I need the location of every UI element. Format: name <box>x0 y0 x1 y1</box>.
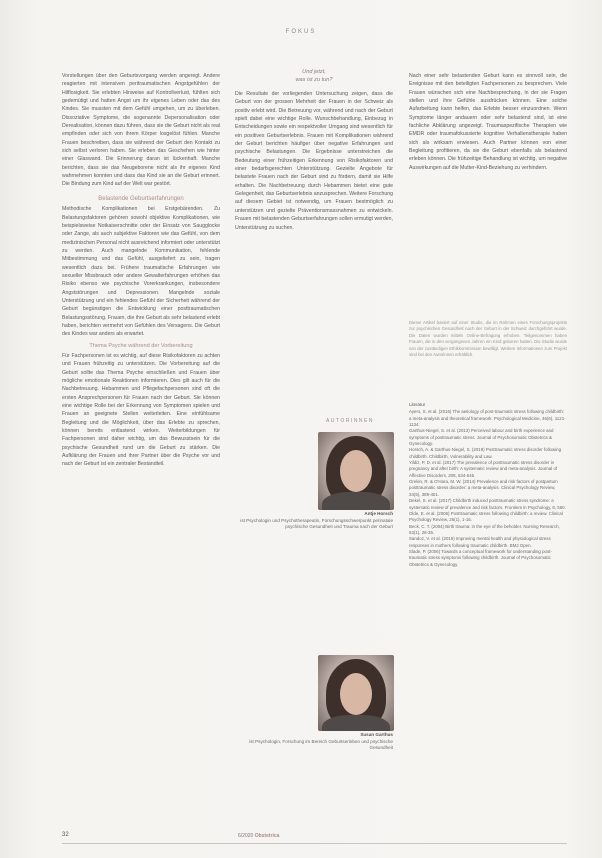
reference-item: Yildiz, P. D. et al. (2017) The prevalence of posttraumatic stress disorder in pregnancy and after birth: A systematic review and meta-analysis. Journal of Affective Disorders, 208, 634-645. <box>409 460 558 478</box>
column-3 <box>409 72 567 318</box>
col2-heading <box>235 68 393 84</box>
author-photo-2 <box>318 655 394 731</box>
issue-label: 6/2020 <box>238 833 254 839</box>
authors-label: AUTORINNEN <box>326 418 374 424</box>
author-role-1: ist Psychologin und Psychotherapeutin, Forschungsschwerpunkt perinatale psychische Gesundheit und Trauma nach der Geburt <box>240 517 393 530</box>
col3-paragraph-1: Nach einer sehr belastenden Geburt kann es sinnvoll sein, die Ereignisse mit den beteiligten Fachpersonen zu besprechen. Viele Frauen wünschen sich eine Nachbesprechung, in der sie Fragen stellen und ihre Gefühle ausdrücken können. Eine solche Aufarbeitung kann helfen, das Erlebte besser einzuordnen. Wenn Symptome länger andauern oder sehr belastend sind, ist eine fachliche Abklärung angezeigt. Traumaspezifische Therapien wie EMDR oder traumafokussierte kognitive Verhaltenstherapie haben sich als wirksam erwiesen. Auch Partner können von einer Begleitung profitieren, da sie die Geburt ebenfalls als belastend erleben können. Die frühzeitige Behandlung ist wichtig, um negative Auswirkungen auf die Mutter-Kind-Beziehung zu verhindern. <box>409 73 567 171</box>
reference-item: Horsch, A. & Garthus-Niegel, S. (2019) Posttraumatic stress disorder following childbirth. Childbirth, Vulnerability and Law. <box>409 447 562 459</box>
col2-paragraph-1: Die Resultate der vorliegenden Untersuchung zeigen, dass die Geburt von der grossen Mehrheit der Frauen in der Schweiz als positiv erlebt wird. Die Betreuung vor, während und nach der Geburt spielt dabei eine wichtige Rolle. Wunschbehandlung, Einbezug in Entscheidungen sowie ein respektvoller Umgang sind wesentlich für ein positives Geburtserlebnis. Frauen mit Komplikationen während der Geburt berichten häufiger über negative Erfahrungen und psychische Belastungen. Die Ergebnisse unterstreichen die Bedeutung einer frühzeitigen Erkennung von Risikofaktoren und einer bedarfsgerechten Unterstützung. Gezielte Angebote für belastete Frauen nach der Geburt sind zu fördern, damit sie Hilfe erhalten. Die Nachbetreuung durch Hebammen bietet eine gute Gelegenheit, das Geburtserlebnis anzusprechen. Weitere Forschung auf diesem Gebiet ist notwendig, um Frauen bestmöglich zu unterstützen und gezielte Präventionsmassnahmen zu entwickeln. Frauen mit belastenden Geburtserfahrungen sollen ermutigt werden, Unterstützung zu suchen. <box>235 91 393 231</box>
reference-item: Grekin, R. & O'Hara, M. W. (2014) Prevalence and risk factors of postpartum posttraumatic stress disorder: a meta-analysis. Clinical Psychology Review, 34(5), 389-401. <box>409 479 558 497</box>
footer-issue <box>238 833 279 839</box>
references-title: Literatur <box>409 402 426 407</box>
face-shape <box>340 673 372 715</box>
author-caption-1 <box>235 511 393 531</box>
reference-item: Dekel, S. et al. (2017) Childbirth induced posttraumatic stress syndrome: a systematic review of prevalence and risk factors. Frontiers in Psychology, 8, 560. <box>409 498 566 510</box>
column-1 <box>62 72 220 762</box>
reference-item: Garthus-Niegel, S. et al. (2013) Perceived labour and birth experience and symptoms of posttraumatic stress. Journal of Psychosomatic Obstetrics & Gynecology. <box>409 428 554 447</box>
col1-paragraph-1: Vorstellungen über den Geburtsvorgang werden angeregt. Andere reagierten mit intensiven peritraumatischen Angstgefühlen der Hilflosigkeit. Sie erlebten Hinweise auf Kontrollverlust, fühlten sich gedemütigt und hatten Angst um ihr eigenes Leben oder das des Kindes. Sie mussten mit dem Gefühl umgehen, um zu überleben. Dissoziative Symptome, die sogenannte Depersonalisation oder Derealisation, können dazu führen, dass sie die Geburt nicht als real empfinden oder sich von ihrem Körper losgelöst fühlen. Manche Frauen beschreiben, dass sie während der Geburt den Kontakt zu sich selbst verloren haben. Sie erleben das Geschehen wie hinter einer Glaswand. Die Erinnerung daran ist lückenhaft. Manche berichten, dass sie das Neugeborene nicht als ihr eigenes Kind wahrnehmen konnten und dass das Kind sie an die Geburt erinnert. Die Bindung zum Kind auf der Welt war gestört. <box>62 73 220 188</box>
col1-paragraph-3: Für Fachpersonen ist es wichtig, auf diese Risikofaktoren zu achten und Frauen frühzeitig zu unterstützen. Die Vorbereitung auf die Geburt sollte das Thema Psyche einschließen und Frauen über mögliche emotionale Reaktionen informieren. Dies gilt auch für die Nachbetreuung. Hebammen und Pflegefachpersonen sind oft die ersten Ansprechpersonen für Frauen nach der Geburt. Sie können eine wichtige Rolle bei der Erkennung von Symptomen spielen und Frauen an geeignete Stellen weiterleiten. Eine einfühlsame Begleitung und die Möglichkeit, über das Erlebte zu sprechen, können bereits entlastend wirken. Weiterbildungen für Fachpersonen sind daher wichtig, um das Bewusstsein für die psychische Gesundheit rund um die Geburt zu stärken. Die Aufklärung der Frauen und ihrer Partner über die Psyche vor und nach der Geburt ist ein zentraler Bestandteil. <box>62 353 220 468</box>
reference-item: Ayers, S. et al. (2016) The aetiology of post-traumatic stress following childbirth: a meta-analysis and theoretical framework. Psychological Medicine, 46(6), 1121-1134. <box>409 409 566 428</box>
author-photo-1 <box>318 432 394 510</box>
face-shape <box>340 450 372 492</box>
author-role-2: ist Psychologin, Forschung im Bereich Geburtserleben und psychische Gesundheit <box>249 738 393 751</box>
column-2 <box>235 90 393 410</box>
author-name-2: Susan Garthus <box>360 732 393 737</box>
footer-divider <box>62 843 567 844</box>
reference-item: Beck, C. T. (2004) Birth trauma: in the eye of the beholder. Nursing Research, 53(1), 28-35. <box>409 523 560 535</box>
reference-item: Olde, E. et al. (2006) Posttraumatic stress following childbirth: a review. Clinical Psychology Review, 26(1), 1-16. <box>409 510 563 523</box>
col1-subheading-2: Thema Psyche während der Vorbereitung <box>89 342 193 349</box>
shoulder-shape <box>322 715 390 731</box>
author-name-1: Antje Horsch <box>364 511 393 516</box>
col1-subheading: Belastende Geburtserfahrungen <box>98 195 184 202</box>
author-caption-2 <box>235 732 393 752</box>
col1-paragraph-2: Methodische Komplikationen bei Erstgebärenden. Zu Belastungsfaktoren gehören sowohl objektive Komplikationen, wie beispielsweise Notkaiserschnitte oder der Einsatz von Saugglocke oder Zange, als auch subjektive Faktoren wie das Gefühl, von dem medizinischen Personal nicht ausreichend informiert oder unterstützt zu werden. Auch mangelnde Kommunikation, fehlende Mitbestimmung und das Gefühl, ausgeliefert zu sein, tragen wesentlich dazu bei. Frühere traumatische Erfahrungen wie sexueller Missbrauch oder andere Gewalterfahrungen erhöhen das Risiko ebenso wie psychische Vorerkrankungen, insbesondere Angststörungen und Depressionen. Mangelnde soziale Unterstützung und ein fehlendes Gefühl der Sicherheit während der Geburt begünstigen die Entwicklung einer posttraumatischen Belastungsstörung. Frauen, die ihre Geburt als sehr belastend erlebt haben, berichten vermehrt von Gefühlen des Versagens. Die Geburt des Kindes war anders als erwartet. <box>62 206 220 338</box>
col2-heading-line-2: was ist zu tun? <box>295 77 333 83</box>
info-box: Dieser Artikel basiert auf einer Studie, die im Rahmen eines Forschungsprojekts zur psychischen Gesundheit nach der Geburt in der Schweiz durchgeführt wurde. Die Daten wurden mittels Online-Befragung erhoben. Teilgenommen haben Frauen, die in den vergangenen Jahren ein Kind geboren hatten. Die Studie wurde von der zuständigen Ethikkommission bewilligt. Weitere Informationen zum Projekt sind bei den Autorinnen erhältlich. <box>409 320 567 358</box>
page-number: 32 <box>62 832 69 838</box>
col2-heading-line-1: Und jetzt, <box>302 69 326 75</box>
reference-item: Slade, P. (2006) Towards a conceptual framework for understanding post-traumatic stress symptoms following childbirth. Journal of Psychosomatic Obstetrics & Gynecology. <box>409 548 552 567</box>
references <box>409 402 567 806</box>
magazine-name: Obstetrica <box>254 833 280 839</box>
section-label: FOKUS <box>285 29 317 35</box>
shoulder-shape <box>322 492 390 510</box>
reference-item: Sandoz, V. et al. (2019) Improving mental health and physiological stress responses in mothers following traumatic childbirth. BMJ Open. <box>409 536 551 548</box>
